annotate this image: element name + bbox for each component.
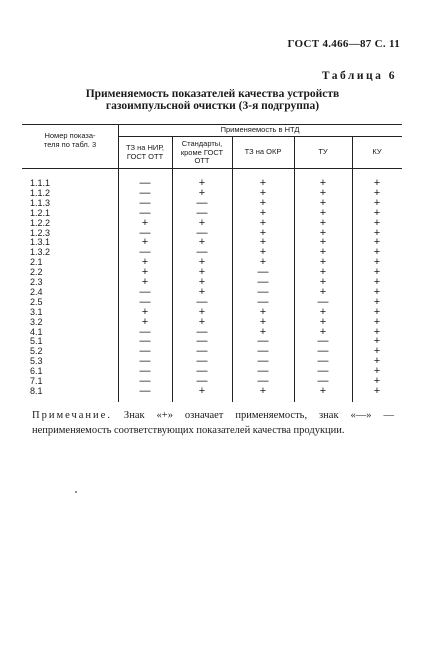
table-cell: + [198,177,206,189]
table-cell: + [141,256,149,269]
table-cell: — [139,246,151,259]
col-header-standards: Стандарты, кроме ГОСТ ОТТ [180,139,224,165]
table-cell: + [259,236,267,249]
table-cell: — [257,266,269,279]
table-cell: + [373,246,381,259]
table-top-rule [22,124,402,125]
row-label: 3.2 [30,316,43,327]
table-cell: + [373,305,381,318]
row-label: 1.1.1 [30,178,51,188]
table-cell: + [259,186,267,199]
table-cell: + [198,276,206,288]
table-cell: + [373,345,381,358]
header-bottom-rule [22,168,402,169]
table-cell: — [139,325,151,338]
table-cell: + [198,266,206,279]
table-cell: + [319,256,327,269]
table-cell: + [198,186,206,199]
table-cell: — [257,365,269,378]
row-label: 1.3.1 [30,237,51,248]
col-divider [294,136,295,402]
table-cell: + [259,305,267,318]
table-cell: + [373,216,381,229]
table-cell: — [196,365,208,378]
table-cell: + [373,186,381,199]
row-label: 5.3 [30,356,43,367]
table-cell: + [198,315,206,328]
row-label: 1.3.2 [30,247,51,258]
table-title [0,88,425,112]
table-cell: — [196,295,208,308]
table-cell: + [198,305,206,318]
table-cell: + [259,216,267,229]
col-divider [172,136,173,402]
col-divider [118,124,119,402]
table-cell: + [141,276,149,288]
table-cell: + [373,325,381,338]
table-cell: — [317,335,329,348]
table-cell: + [198,236,206,249]
table-cell: + [319,276,327,288]
table-cell: — [317,345,329,358]
table-cell: — [317,295,329,308]
row-label: 2.4 [30,286,43,297]
row-label: 1.2.2 [30,217,51,228]
table-cell: + [373,276,381,288]
table-cell: + [319,266,327,279]
table-number: Таблица 6 [321,70,397,82]
row-label: 7.1 [30,376,43,386]
table-cell: + [259,206,267,219]
col-divider [352,136,353,402]
group-header: Применяемость в НТД [220,125,300,134]
table-cell: + [259,226,267,239]
table-cell: + [373,266,381,279]
table-cell: + [373,375,381,387]
table-cell: — [257,295,269,308]
table-cell: + [319,305,327,318]
table-cell: — [196,325,208,338]
table-cell: — [139,196,151,209]
table-cell: + [319,186,327,199]
row-label: 1.2.3 [30,227,51,238]
table-cell: + [319,315,327,328]
table-cell: — [196,355,208,368]
table-cell: — [139,226,151,239]
table-cell: + [319,384,327,397]
table-cell: — [196,226,208,239]
row-label: 2.1 [30,257,43,268]
table-cell: + [319,216,327,229]
table-title-line1: Применяемость показателей качества устройств [85,88,340,100]
table-cell: + [373,295,381,308]
table-cell: + [373,365,381,378]
table-cell: — [257,375,269,387]
table-note [32,408,394,438]
table-cell: — [139,355,151,368]
table-cell: — [196,246,208,259]
table-cell: + [319,236,327,249]
page-header: ГОСТ 4.466—87 С. 11 [287,38,400,50]
table-cell: — [196,375,208,387]
table-cell: + [259,177,267,189]
note-label: Примечание. [32,410,112,421]
table-cell: — [139,285,151,298]
table-cell: + [319,206,327,219]
table-cell: + [373,177,381,189]
table-cell: + [319,246,327,259]
table-cell: — [139,295,151,308]
table-cell: + [259,315,267,328]
table-cell: + [198,384,206,397]
row-label: 2.2 [30,267,43,278]
row-label: 4.1 [30,326,43,337]
row-label: 2.3 [30,277,43,287]
table-cell: + [319,285,327,298]
table-cell: + [141,216,149,229]
row-label: 1.1.3 [30,197,51,208]
row-label: 6.1 [30,366,43,377]
table-cell: — [139,177,151,189]
col-divider [232,136,233,402]
table-cell: — [317,365,329,378]
table-cell: — [139,365,151,378]
table-cell: — [317,355,329,368]
row-label: 5.1 [30,336,43,347]
table-cell: + [259,325,267,338]
col-header-indicator: Номер показа- теля по табл. 3 [43,131,97,149]
row-label: 3.1 [30,306,43,317]
table-cell: — [196,206,208,219]
table-cell: + [141,305,149,318]
table-cell: + [373,285,381,298]
table-cell: — [257,355,269,368]
table-cell: — [257,335,269,348]
table-cell: + [373,335,381,348]
table-cell: + [319,325,327,338]
row-label: 1.2.1 [30,207,51,218]
note-text: Знак «+» означает применяемость, знак «—» — неприменяемость соответствующих показателей качества продукции. [32,410,394,436]
table-cell: + [373,226,381,239]
table-cell: — [257,285,269,298]
table-cell: — [317,375,329,387]
table-cell: — [139,206,151,219]
table-cell: — [196,196,208,209]
table-cell: + [373,315,381,328]
table-cell: + [259,246,267,259]
table-cell: + [373,236,381,249]
table-cell: — [196,335,208,348]
table-cell: + [141,266,149,279]
table-cell: — [139,375,151,387]
scan-speck [75,491,77,493]
col-header-tz-okr: ТЗ на ОКР [244,147,282,156]
table-cell: + [373,256,381,269]
table-cell: + [319,226,327,239]
col-header-ku: КУ [372,147,382,156]
table-cell: + [259,384,267,397]
table-cell: — [196,345,208,358]
row-label: 5.2 [30,346,43,357]
table-cell: + [198,216,206,229]
table-cell: — [257,276,269,288]
group-header-rule [118,136,402,137]
table-cell: + [373,355,381,368]
table-cell: + [319,196,327,209]
table-cell: + [373,196,381,209]
table-cell: + [141,315,149,328]
table-cell: + [319,177,327,189]
table-cell: — [139,335,151,348]
applicability-table [22,124,402,402]
table-cell: + [373,384,381,397]
table-cell: + [259,256,267,269]
table-cell: + [198,256,206,269]
table-cell: — [257,345,269,358]
table-cell: + [259,196,267,209]
table-cell: + [373,206,381,219]
table-cell: + [198,285,206,298]
table-cell: — [139,345,151,358]
row-label: 1.1.2 [30,187,51,198]
table-cell: + [141,236,149,249]
row-label: 8.1 [30,385,43,396]
table-cell: — [139,186,151,199]
col-header-tu: ТУ [318,147,328,156]
row-label: 2.5 [30,296,43,307]
table-cell: — [139,384,151,397]
table-title-line2: газоимпульсной очистки (3-я подгруппа) [105,100,320,112]
col-header-tz-nir: ТЗ на НИР, ГОСТ ОТТ [126,143,164,161]
